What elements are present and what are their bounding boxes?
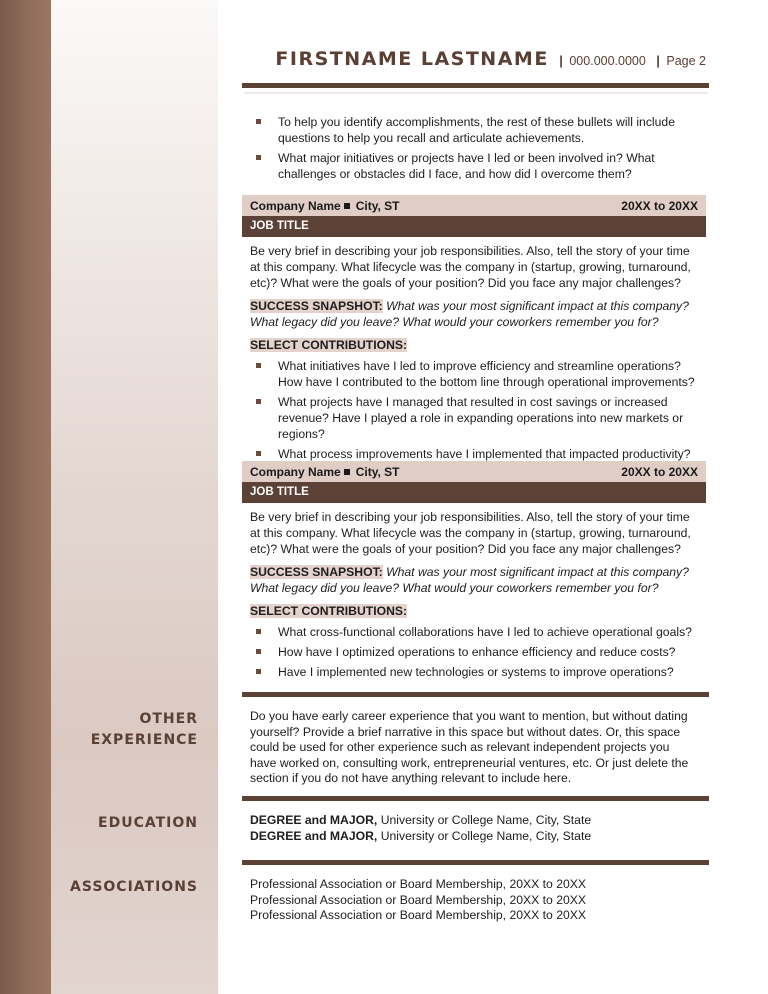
company-name: Company Name: [250, 198, 341, 213]
education-section: [242, 813, 706, 844]
sidebar-dark-stripe: [0, 0, 51, 994]
header-subdivider: [244, 92, 708, 94]
list-item: How have I optimized operations to enhance efficiency and reduce costs?: [242, 644, 706, 660]
job-title: JOB TITLE: [242, 216, 706, 237]
contributions-list: [242, 624, 706, 680]
square-bullet-icon: [344, 469, 350, 475]
header-divider: [242, 83, 709, 88]
contributions-label: SELECT CONTRIBUTIONS:: [250, 338, 408, 352]
association-entry: Professional Association or Board Membership, 20XX to 20XX: [250, 892, 587, 907]
employment-dates: 20XX to 20XX: [621, 198, 698, 213]
list-item: What initiatives have I led to improve efficiency and streamline operations? How have I contributed to the bottom line through operational improvements?: [242, 358, 706, 390]
associations-section: [242, 877, 706, 924]
list-item: What major initiatives or projects have I led or been involved in? What challenges or obstacles did I face, and how did I overcome them?: [242, 150, 706, 182]
other-experience-section: [242, 709, 706, 787]
association-entry: Professional Association or Board Membership, 20XX to 20XX: [250, 908, 587, 922]
list-item: Have I implemented new technologies or systems to improve operations?: [242, 664, 706, 680]
section-label-education: EDUCATION: [98, 815, 198, 831]
phone-number: 000.000.0000: [569, 54, 646, 68]
company-location: [250, 198, 399, 214]
employment-dates: 20XX to 20XX: [621, 464, 698, 479]
section-label-associations: ASSOCIATIONS: [70, 879, 198, 895]
snapshot-label: SUCCESS SNAPSHOT:: [250, 565, 383, 579]
candidate-name: FIRSTNAME LASTNAME: [275, 48, 549, 70]
company-name: Company Name: [250, 464, 341, 479]
education-entry: DEGREE and MAJOR, University or College Name, City, State: [250, 828, 592, 843]
snapshot-text: What was your most significant impact at this company? What legacy did you leave? What would your coworkers remember you for?: [250, 299, 689, 329]
square-bullet-icon: [344, 203, 350, 209]
intro-bullet-list: [242, 114, 706, 182]
company-location: [250, 464, 399, 480]
success-snapshot: [242, 298, 706, 330]
page-number: Page 2: [666, 54, 706, 68]
contributions-label: SELECT CONTRIBUTIONS:: [250, 604, 408, 618]
association-entry: Professional Association or Board Membership, 20XX to 20XX: [250, 877, 587, 891]
sidebar-light-panel: [51, 0, 218, 994]
location: City, ST: [355, 464, 400, 479]
location: City, ST: [355, 198, 400, 213]
company-bar: [242, 195, 706, 216]
section-divider: [242, 860, 709, 865]
contributions-list: [242, 358, 706, 462]
header-separator: |: [656, 53, 660, 68]
contributions-heading: [242, 337, 706, 353]
job-entry-2: [242, 461, 706, 684]
section-divider: [242, 692, 709, 697]
page-header: [240, 48, 706, 70]
job-entry-1: [242, 195, 706, 466]
company-bar: [242, 461, 706, 482]
other-experience-text: Do you have early career experience that you want to mention, but without dating yourself? Provide a brief narrative in this space but without dates. Or, this space could be used for other experience such as relevant independent projects you have worked on, consulting work, entrepreneurial ventures, etc. Or just delete the section if you do not have anything relevant to include here.: [250, 709, 689, 785]
education-entry: DEGREE and MAJOR, University or College Name, City, State: [250, 813, 592, 827]
job-title: JOB TITLE: [242, 482, 706, 503]
list-item: To help you identify accomplishments, the rest of these bullets will include questions to help you recall and articulate achievements.: [242, 114, 706, 146]
job-description: Be very brief in describing your job responsibilities. Also, tell the story of your time at this company. What lifecycle was the company in (startup, growing, turnaround, etc)? What were the goals of your position? Did you face any major challenges?: [250, 510, 691, 556]
list-item: What projects have I managed that resulted in cost savings or increased revenue? Have I played a role in expanding operations into new markets or regions?: [242, 394, 706, 442]
success-snapshot: [242, 564, 706, 596]
intro-section: [242, 114, 706, 186]
section-label-other-experience: OTHER EXPERIENCE: [90, 711, 198, 748]
header-separator: |: [559, 53, 563, 68]
job-description: Be very brief in describing your job responsibilities. Also, tell the story of your time at this company. What lifecycle was the company in (startup, growing, turnaround, etc)? What were the goals of your position? Did you face any major challenges?: [250, 244, 691, 290]
snapshot-text: What was your most significant impact at this company? What legacy did you leave? What would your coworkers remember you for?: [250, 565, 689, 595]
contributions-heading: [242, 603, 706, 619]
snapshot-label: SUCCESS SNAPSHOT:: [250, 299, 383, 313]
list-item: What process improvements have I implemented that impacted productivity?: [242, 446, 706, 462]
list-item: What cross-functional collaborations have I led to achieve operational goals?: [242, 624, 706, 640]
section-divider: [242, 796, 709, 801]
